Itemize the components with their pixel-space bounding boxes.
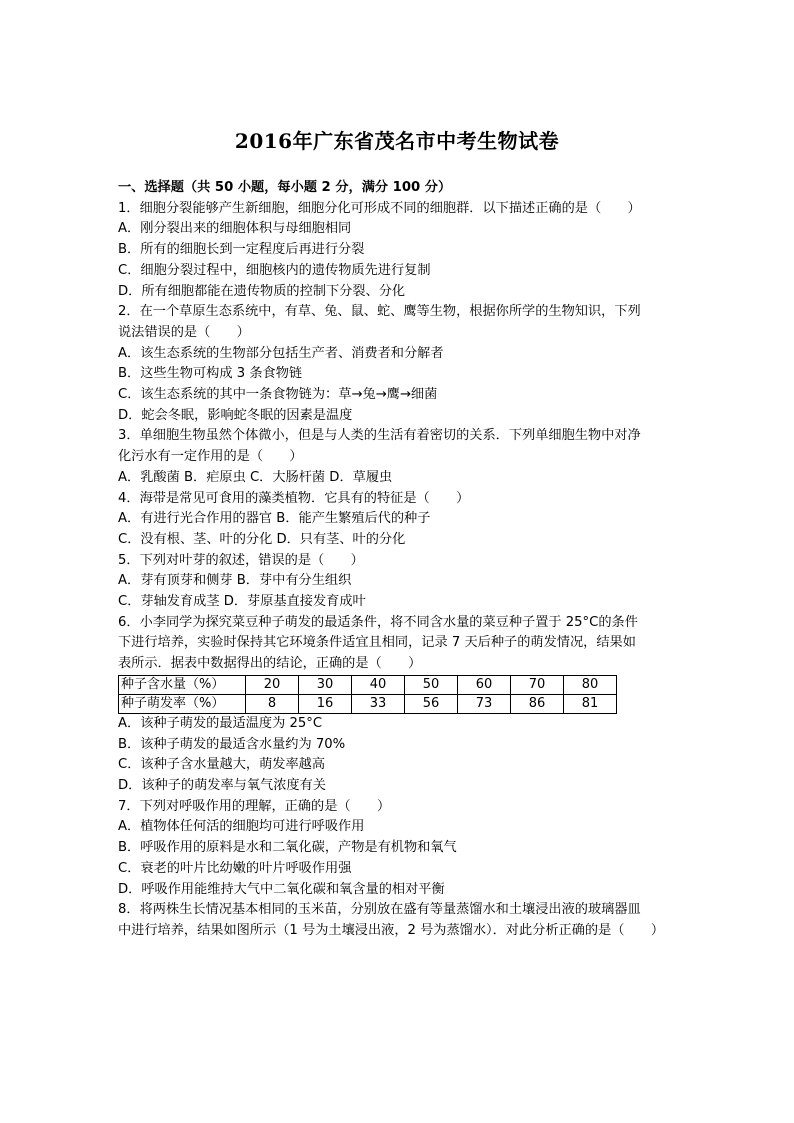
text-line: B．呼吸作用的原料是水和二氧化碳，产物是有机物和氧气 [118,840,457,856]
text-line: B．该种子萌发的最适含水量约为 70% [118,736,346,752]
text-line: 化污水有一定作用的是（ ） [118,449,303,465]
text-line: 表所示．据表中数据得出的结论，正确的是（ ） [118,656,422,672]
text-line: 说法错误的是（ ） [118,324,250,340]
section-heading: 一、选择题（共 50 小题，每小题 2 分，满分 100 分） [118,180,452,195]
table-cell: 33 [352,694,405,713]
text-line: A．刚分裂出来的细胞体积与母细胞相同 [118,221,352,237]
table-cell: 60 [458,675,511,694]
text-line: C．没有根、茎、叶的分化 D．只有茎、叶的分化 [118,531,406,547]
text-line: A．乳酸菌 B．疟原虫 C．大肠杆菌 D．草履虫 [118,469,393,485]
table-cell: 40 [352,675,405,694]
text-line: A．该种子萌发的最适温度为 25°C [118,715,323,731]
text-line: 6．小李同学为探究菜豆种子萌发的最适条件，将不同含水量的菜豆种子置于 25°C的条件 [118,614,638,630]
table-cell: 86 [511,694,564,713]
table-row [119,675,617,694]
text-line: 5．下列对叶芽的叙述，错误的是（ ） [118,552,364,568]
text-line: D．呼吸作用能维持大气中二氧化碳和氧含量的相对平衡 [118,881,445,897]
text-line: 4．海带是常见可食用的藻类植物．它具有的特征是（ ） [118,490,470,506]
text-line: B．这些生物可构成 3 条食物链 [118,366,303,382]
text-line: A．该生态系统的生物部分包括生产者、消费者和分解者 [118,345,444,361]
text-line: 1．细胞分裂能够产生新细胞，细胞分化可形成不同的细胞群．以下描述正确的是（ ） [118,200,641,216]
text-line: 7．下列对呼吸作用的理解，正确的是（ ） [118,798,391,814]
questions-block-2 [118,714,678,942]
text-line: C．芽轴发育成茎 D．芽原基直接发育成叶 [118,594,366,610]
table-cell: 56 [405,694,458,713]
text-line: 2．在一个草原生态系统中，有草、兔、鼠、蛇、鹰等生物，根据你所学的生物知识，下列 [118,304,641,320]
table-row [119,694,617,713]
text-line: 中进行培养，结果如图所示（1 号为土壤浸出液，2 号为蒸馏水）．对此分析正确的是（ ） [118,922,665,938]
table-cell: 50 [405,675,458,694]
text-line: C．该种子含水量越大，萌发率越高 [118,757,326,773]
table-cell: 73 [458,694,511,713]
table-cell: 20 [246,675,299,694]
text-line: D．蛇会冬眠，影响蛇冬眠的因素是温度 [118,407,353,423]
table-row-label: 种子含水量（%） [119,675,246,694]
table-row-label: 种子萌发率（%） [119,694,246,713]
text-line: C．该生态系统的其中一条食物链为：草→兔→鹰→细菌 [118,387,438,403]
text-line: C．细胞分裂过程中，细胞核内的遗传物质先进行复制 [118,262,431,278]
table-cell: 8 [246,694,299,713]
text-line: B．所有的细胞长到一定程度后再进行分裂 [118,242,365,258]
text-line: 下进行培养，实验时保持其它环境条件适宜且相同，记录 7 天后种子的萌发情况，结果如 [118,635,636,651]
text-line: A．有进行光合作用的器官 B．能产生繁殖后代的种子 [118,511,431,527]
germination-table [118,675,617,714]
text-line: D．所有细胞都能在遗传物质的控制下分裂、分化 [118,283,406,299]
text-line: C．衰老的叶片比幼嫩的叶片呼吸作用强 [118,860,352,876]
text-line: 3．单细胞生物虽然个体微小，但是与人类的生活有着密切的关系．下列单细胞生物中对净 [118,428,641,444]
table-cell: 16 [299,694,352,713]
question-content [118,178,678,942]
table-cell: 30 [299,675,352,694]
text-line: 8．将两株生长情况基本相同的玉米苗，分别放在盛有等量蒸馏水和土壤浸出液的玻璃器皿 [118,902,641,918]
questions-block-1 [118,199,678,675]
table-cell: 81 [564,694,617,713]
text-line: D．该种子的萌发率与氧气浓度有关 [118,777,326,793]
page-title: 2016年广东省茂名市中考生物试卷 [234,129,560,153]
table-cell: 70 [511,675,564,694]
table-cell: 80 [564,675,617,694]
text-line: A．植物体任何活的细胞均可进行呼吸作用 [118,819,365,835]
text-line: A．芽有顶芽和侧芽 B．芽中有分生组织 [118,573,352,589]
